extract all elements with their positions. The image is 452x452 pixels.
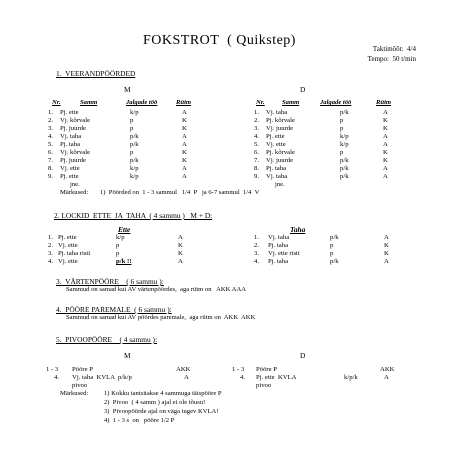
sec2-left-row-2-jt: p — [116, 242, 120, 249]
sec1-left-row-2-n: 2. — [48, 117, 54, 124]
sec1-right-row-7-r: K — [383, 157, 388, 164]
sec1-right-row-1-r: A — [383, 109, 388, 116]
sec2-left-row-2-samm: Vj. ette — [58, 242, 78, 249]
sec5-note-3: 3) Pivoopöörde ajal on väga tugev KVLA! — [104, 408, 219, 415]
sec1-right-row-3-jt: p — [340, 125, 344, 132]
sec1-right-row-9-n: 9. — [254, 173, 260, 180]
page-title: FOKSTROT ( Quikstep) — [143, 33, 296, 48]
sec1-right-row-1-samm: Vj. taha — [266, 109, 288, 116]
sec1-left-row-4-n: 4. — [48, 133, 54, 140]
sec1-right-row-5-jt: k/p — [340, 141, 349, 148]
sec2-left-row-3-jt: p — [116, 250, 120, 257]
sec5-right-r1-r: AKK — [380, 366, 395, 373]
sec5-right-r3: pivoo — [256, 382, 272, 389]
sec1-left-row-2-r: K — [182, 117, 187, 124]
sec1-right-row-2-samm: Pj. kõrvale — [266, 117, 295, 124]
sec5-note-label: Märkused: — [60, 390, 89, 397]
sec1-right-row-8-r: A — [383, 165, 388, 172]
sec1-right-row-2-jt: p — [340, 117, 344, 124]
sec1-right-row-6-n: 6. — [254, 149, 260, 156]
sec1-left-row-6-r: K — [182, 149, 187, 156]
sec1-left-row-3-n: 3. — [48, 125, 54, 132]
sec1-right-row-4-jt: k/p — [340, 133, 349, 140]
sec5-left-r1-samm: Pööre P — [72, 366, 93, 373]
sec1-right-row-3-n: 3. — [254, 125, 260, 132]
sec1-right-row-9-jt: p/k — [340, 173, 349, 180]
sec1-jne-left: jne. — [70, 181, 80, 188]
sec2-left-row-1-jt: k/p — [116, 234, 125, 241]
sec1-left-header-jalgade — [126, 100, 157, 107]
section-4-heading: 4. PÖÖRE PAREMALE ( 6 sammu ): — [56, 305, 172, 314]
sec2-right-row-1-n: 1. — [254, 234, 260, 241]
sec1-left-row-6-n: 6. — [48, 149, 54, 156]
section-1-heading: 1. VEERANDPÖÖRDED — [56, 69, 136, 78]
sec1-left-row-5-samm: Pj. taha — [60, 141, 81, 148]
sec5-left-r1-n: 1 - 3 — [46, 366, 59, 373]
sec1-right-row-1-n: 1. — [254, 109, 260, 116]
sec5-left-r2-r: A — [184, 374, 189, 381]
sec1-left-row-9-n: 9. — [48, 173, 54, 180]
sec1-right-row-9-r: A — [383, 173, 388, 180]
sec1-left-row-7-r: K — [182, 157, 187, 164]
sec2-right-row-4-samm: Pj. taha — [268, 258, 289, 265]
sec1-left-row-1-r: A — [182, 109, 187, 116]
sec2-right-row-4-r: A — [384, 258, 389, 265]
section-2-heading: 2. LOCKID ETTE JA TAHA ( 4 sammu ) M + D: — [54, 211, 213, 220]
section-3-heading: 3. VÄRTENPÖÖRE ( 6 sammu ): — [56, 277, 164, 286]
sec1-right-row-8-n: 8. — [254, 165, 260, 172]
sec1-right-header-jalgade — [320, 100, 351, 107]
sec5-note-4: 4) 1 - 3 s on pööre 1/2 P — [104, 417, 175, 424]
sec1-d-label: D — [300, 85, 306, 94]
sec2-left-row-3-r: K — [178, 250, 183, 257]
sec2-left-row-3-n: 3. — [48, 250, 54, 257]
sec1-right-row-4-n: 4. — [254, 133, 260, 140]
sec5-left-r3: pivoo — [72, 382, 88, 389]
sec2-right-row-3-n: 3. — [254, 250, 260, 257]
header-jalgade: Jalgade töö — [320, 99, 352, 106]
sec5-right-r2-jt: k/p/k — [344, 374, 358, 381]
section-5-heading: 5. PIVOOPÖÖRE ( 4 sammu ): — [56, 335, 158, 344]
sec1-left-row-1-jt: k/p — [130, 109, 139, 116]
sec2-left-row-1-samm: Pj. ette — [58, 234, 77, 241]
sec4-text: Sammud on samad kui AV pöördes paremale, aga rütm on AKK AKK — [66, 314, 256, 321]
sec1-left-header-rytm — [176, 100, 191, 107]
sec1-right-row-4-r: A — [383, 133, 388, 140]
sec1-left-row-6-samm: Vj. kõrvale — [60, 149, 91, 156]
sec1-right-header-samm — [282, 100, 299, 107]
header-rytm: Rütm — [176, 99, 192, 106]
sec5-m-label: M — [124, 351, 131, 360]
sec1-left-row-9-r: A — [182, 173, 187, 180]
sec5-note-2: 2) Pivoo ( 4 samm ) ajal ei ole tõusu! — [104, 399, 206, 406]
sec1-left-row-8-n: 8. — [48, 165, 54, 172]
sec2-right-row-2-n: 2. — [254, 242, 260, 249]
sec1-jne-right: jne. — [275, 181, 285, 188]
sec1-left-row-9-jt: k/p — [130, 173, 139, 180]
sec1-left-row-4-jt: p/k — [130, 133, 139, 140]
header-samm: Samm — [80, 99, 98, 106]
time-signature: Taktimõõt: 4/4 — [372, 45, 416, 53]
sec1-right-row-6-jt: p — [340, 149, 344, 156]
sec1-left-row-7-jt: p/k — [130, 157, 139, 164]
sec1-left-header — [52, 100, 61, 107]
sec5-right-r1-n: 1 - 3 — [232, 366, 245, 373]
sec5-right-r2-n: 4. — [240, 374, 246, 381]
sec2-right-row-2-r: K — [384, 242, 389, 249]
sec1-right-row-9-samm: Vj. taha — [266, 173, 288, 180]
sec1-left-row-6-jt: p — [130, 149, 134, 156]
sec2-right-row-3-r: K — [384, 250, 389, 257]
header-nr: Nr. — [52, 99, 61, 106]
sec2-left-row-1-r: A — [178, 234, 183, 241]
sec1-left-row-5-n: 5. — [48, 141, 54, 148]
sec2-right-row-2-samm: Pj. taha — [268, 242, 289, 249]
sec1-note-label: Märkused: — [60, 189, 89, 196]
sec1-left-row-2-jt: p — [130, 117, 134, 124]
sec1-right-row-7-jt: p/k — [340, 157, 349, 164]
sec2-right-row-1-r: A — [384, 234, 389, 241]
sec1-right-row-3-samm: Vj. juurde — [266, 125, 294, 132]
header-jalgade: Jalgade töö — [126, 99, 158, 106]
sec1-right-row-6-r: K — [383, 149, 388, 156]
sec5-right-r2-r: A — [384, 374, 389, 381]
sec1-left-row-8-jt: k/p — [130, 165, 139, 172]
sec5-left-r2-samm: Vj. taha KVLA p/k/p — [72, 374, 132, 381]
sec1-right-row-8-jt: p/k — [340, 165, 349, 172]
sec2-left-row-4-n: 4. — [48, 258, 54, 265]
sec1-m-label: M — [124, 85, 131, 94]
header-rytm: Rütm — [376, 99, 392, 106]
sec1-left-row-3-jt: p — [130, 125, 134, 132]
sec1-right-row-3-r: K — [383, 125, 388, 132]
sec1-left-row-5-r: A — [182, 141, 187, 148]
sec1-left-row-4-r: A — [182, 133, 187, 140]
header-samm: Samm — [282, 99, 300, 106]
sec1-left-row-7-n: 7. — [48, 157, 54, 164]
sec1-right-row-5-samm: Vj. ette — [266, 141, 286, 148]
sec1-left-header-samm — [80, 100, 97, 107]
sec2-left-row-2-n: 2. — [48, 242, 54, 249]
sec1-right-row-5-r: A — [383, 141, 388, 148]
sec2-right-row-2-jt: p — [330, 242, 334, 249]
sec5-left-r2-n: 4. — [54, 374, 60, 381]
sec1-left-row-9-samm: Pj. ette — [60, 173, 79, 180]
sec2-left-row-4-r: A — [178, 258, 183, 265]
sec1-note-text: 1) Pöörded on 1 - 3 sammul 1/4 P ja 6-7 sammul 1/4 V — [100, 189, 260, 196]
sec1-right-row-1-jt: p/k — [340, 109, 349, 116]
sec2-right-row-4-jt: p/k — [330, 258, 339, 265]
sec1-right-row-5-n: 5. — [254, 141, 260, 148]
sec1-left-row-7-samm: Pj. juurde — [60, 157, 87, 164]
sec1-left-row-5-jt: p/k — [130, 141, 139, 148]
sec2-left-row-1-n: 1. — [48, 234, 54, 241]
sec1-left-row-1-samm: Pj. ette — [60, 109, 79, 116]
sec2-ette-label: Ette — [118, 225, 131, 234]
sec5-d-label: D — [300, 351, 306, 360]
sec1-right-row-7-samm: Vj. juurde — [266, 157, 294, 164]
sec2-right-row-1-samm: Vj. taha — [268, 234, 290, 241]
sec5-note-1: 1) Kokku tantsitakse 4 sammuga täispööre P — [104, 390, 222, 397]
sec1-right-row-2-n: 2. — [254, 117, 260, 124]
sec5-right-r1-samm: Pööre P — [256, 366, 277, 373]
sec2-left-row-3-samm: Pj. taha risti — [58, 250, 91, 257]
sec2-right-row-3-jt: p — [330, 250, 334, 257]
sec1-right-row-7-n: 7. — [254, 157, 260, 164]
sec1-right-row-8-samm: Pj. taha — [266, 165, 287, 172]
sec1-left-row-8-r: A — [182, 165, 187, 172]
sec5-left-r1-r: AKK — [176, 366, 191, 373]
sec2-right-row-1-jt: p/k — [330, 234, 339, 241]
sec1-right-row-4-samm: Pj. ette — [266, 133, 285, 140]
sec1-left-row-4-samm: Vj. taha — [60, 133, 82, 140]
sec1-left-row-8-samm: Vj. ette — [60, 165, 80, 172]
tempo: Tempo: 50 t/min — [367, 55, 416, 63]
sec2-taha-label: Taha — [290, 225, 306, 234]
sec2-left-row-4-jt: p/k !! — [116, 258, 132, 265]
sec1-left-row-2-samm: Vj. kõrvale — [60, 117, 91, 124]
sec2-right-row-4-n: 4. — [254, 258, 260, 265]
sec1-left-row-3-samm: Pj. juurde — [60, 125, 87, 132]
sec2-left-row-2-r: K — [178, 242, 183, 249]
sec5-right-r2-samm: Pj. ette KVLA — [256, 374, 297, 381]
header-nr: Nr. — [256, 99, 265, 106]
sec3-text: Sammud on samad kui AV värtenpöördes, aga rütm on AKK AAA — [66, 286, 246, 293]
sec1-right-header-rytm — [376, 100, 391, 107]
sec1-right-row-6-samm: Pj. kõrvale — [266, 149, 295, 156]
sec1-right-header-nr — [256, 100, 265, 107]
sec1-left-row-3-r: K — [182, 125, 187, 132]
sec2-right-row-3-samm: Vj. ette risti — [268, 250, 300, 257]
sec2-left-row-4-samm: Vj. ette — [58, 258, 78, 265]
sec1-left-row-1-n: 1. — [48, 109, 54, 116]
sec1-right-row-2-r: K — [383, 117, 388, 124]
